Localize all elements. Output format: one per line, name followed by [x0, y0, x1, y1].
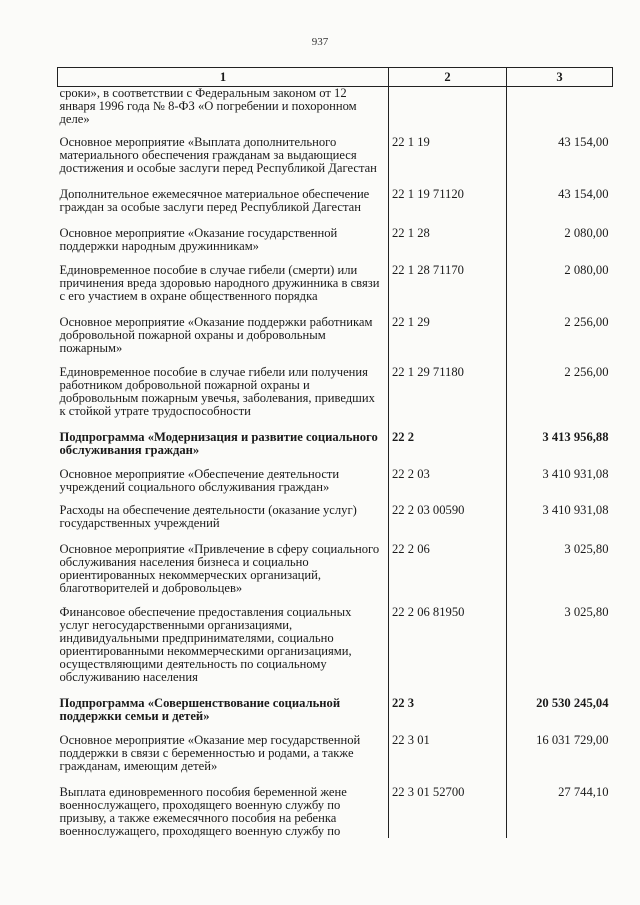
row-amount: 2 080,00 [564, 263, 609, 277]
row-code: 22 1 28 71170 [389, 264, 507, 316]
row-amount: 2 256,00 [564, 365, 609, 379]
row-code: 22 1 19 [389, 136, 507, 188]
row-amount: 3 025,80 [564, 542, 609, 556]
row-code: 22 1 29 71180 [389, 366, 507, 431]
table-row [58, 264, 613, 316]
row-name: Расходы на обеспечение деятельности (оказание услуг) государственных учреждений [59, 503, 357, 530]
row-amount: 16 031 729,00 [536, 733, 609, 747]
row-name: Единовременное пособие в случае гибели (смерти) или причинения вреда здоровью народного дружинника в связи с его участием в охране общественного порядка [59, 263, 380, 303]
row-amount: 3 025,80 [564, 605, 609, 619]
row-name: Финансовое обеспечение предоставления социальных услуг негосударственными организациями, индивидуальными предпринимателями, социально ориентированными некоммерческими организациями, осуществляющими деятельность по социальному обслуживанию населения [59, 605, 352, 684]
row-code: 22 3 01 [389, 734, 507, 786]
page-number: 937 [311, 36, 329, 48]
row-name: Единовременное пособие в случае гибели или получения работником добровольной пожарной охраны и добровольным пожарным увечья, заболевания, приведших к стойкой утрате трудоспособности [59, 365, 375, 418]
row-name: Подпрограмма «Модернизация и развитие социального обслуживания граждан» [59, 430, 378, 457]
row-amount: 43 154,00 [558, 135, 609, 149]
row-name: Основное мероприятие «Оказание поддержки работникам добровольной пожарной охраны и добровольным пожарным» [59, 315, 373, 355]
table-row [58, 543, 613, 606]
table-header [58, 68, 613, 87]
table-row [58, 697, 613, 734]
row-name: Основное мероприятие «Выплата дополнительного материального обеспечения гражданам за выдающиеся достижения и особые заслуги перед Республикой Дагестан [59, 135, 377, 175]
row-code: 22 2 03 [389, 468, 507, 504]
header-col-1: 1 [58, 68, 389, 87]
row-name: Дополнительное ежемесячное материальное обеспечение граждан за особые заслуги перед Республикой Дагестан [59, 187, 370, 214]
header-col-2: 2 [389, 68, 507, 87]
row-amount: 27 744,10 [558, 785, 609, 799]
row-code: 22 2 03 00590 [389, 504, 507, 543]
row-name: Выплата единовременного пособия беременной жене военнослужащего, проходящего военную службу по призыву, а также ежемесячного пособия на ребенка военнослужащего, проходящего военную службу по [59, 785, 347, 838]
row-code [389, 87, 507, 137]
row-code: 22 3 [389, 697, 507, 734]
row-code: 22 1 28 [389, 227, 507, 264]
row-code: 22 3 01 52700 [389, 786, 507, 838]
table-row [58, 786, 613, 838]
row-code: 22 2 [389, 431, 507, 468]
table-row [58, 136, 613, 188]
table-row [58, 227, 613, 264]
row-amount: 20 530 245,04 [536, 696, 609, 710]
table-row [58, 431, 613, 468]
row-amount: 43 154,00 [558, 187, 609, 201]
table-row [58, 734, 613, 786]
row-name: Основное мероприятие «Оказание мер государственной поддержки в связи с беременностью и родами, а также гражданам, имеющим детей» [59, 733, 361, 773]
table-row [58, 468, 613, 504]
budget-table [57, 67, 613, 838]
row-name: сроки», в соответствии с Федеральным законом от 12 января 1996 года № 8-ФЗ «О погребении и похоронном деле» [59, 86, 357, 126]
table-row [58, 188, 613, 227]
row-amount: 3 410 931,08 [542, 467, 609, 481]
row-code: 22 2 06 81950 [389, 606, 507, 697]
row-amount [507, 87, 613, 137]
table-row [58, 504, 613, 543]
table-row [58, 316, 613, 366]
row-amount: 3 410 931,08 [542, 503, 609, 517]
row-name: Основное мероприятие «Оказание государственной поддержки народным дружинникам» [59, 226, 338, 253]
row-code: 22 1 29 [389, 316, 507, 366]
row-code: 22 2 06 [389, 543, 507, 606]
row-code: 22 1 19 71120 [389, 188, 507, 227]
header-col-3: 3 [507, 68, 613, 87]
row-amount: 2 080,00 [564, 226, 609, 240]
table-row [58, 366, 613, 431]
row-name: Основное мероприятие «Привлечение в сферу социального обслуживания населения бизнеса и социально ориентированных некоммерческих организаций, благотворителей и добровольцев» [59, 542, 380, 595]
table-row [58, 87, 613, 137]
table-body [58, 87, 613, 839]
row-amount: 3 413 956,88 [542, 430, 609, 444]
row-name: Подпрограмма «Совершенствование социальной поддержки семьи и детей» [59, 696, 341, 723]
row-amount: 2 256,00 [564, 315, 609, 329]
table-row [58, 606, 613, 697]
row-name: Основное мероприятие «Обеспечение деятельности учреждений социального обслуживания граждан» [59, 467, 340, 494]
